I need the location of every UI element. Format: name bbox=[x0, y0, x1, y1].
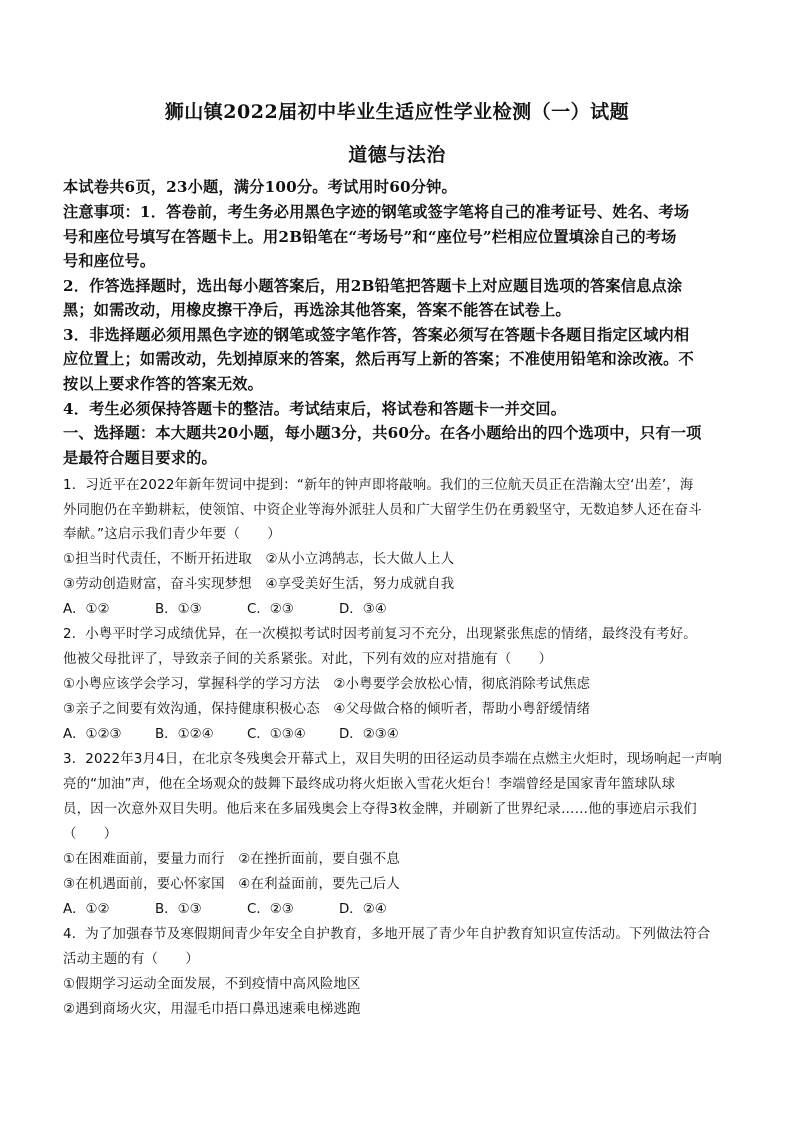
question-1-options bbox=[63, 598, 431, 617]
option-c[interactable]: C．②③ bbox=[247, 602, 294, 617]
question-4-text: 活动主题的有（ ） bbox=[63, 952, 199, 967]
question-3-text: （ ） bbox=[63, 827, 118, 842]
question-1-statement: ①担当时代责任，不断开拓进取 ②从小立鸿鹄志，长大做人上人 bbox=[63, 552, 455, 567]
question-1-text: 奉献。”这启示我们青少年要（ ） bbox=[63, 527, 281, 542]
question-4-statement: ②遇到商场火灾，用湿毛巾捂口鼻迅速乘电梯逃跑 bbox=[63, 1002, 361, 1017]
instruction-line: 号和座位号。 bbox=[63, 252, 156, 270]
question-2-options bbox=[63, 723, 431, 742]
option-b[interactable]: B．①②④ bbox=[155, 727, 214, 742]
question-3-text: 亮的“加油”声，他在全场观众的鼓舞下最终成功将火炬嵌入雪花火炬台！李端曾经是国家青年篮球队球 bbox=[63, 777, 676, 792]
option-d[interactable]: D．②④ bbox=[339, 902, 387, 917]
question-3-statement: ③在机遇面前，要心怀家国 ④在利益面前，要先己后人 bbox=[63, 877, 400, 892]
subject-title: 道德与法治 bbox=[348, 144, 446, 166]
option-c[interactable]: C．①③④ bbox=[247, 727, 306, 742]
question-2-statement: ①小粤应该学会学习，掌握科学的学习方法 ②小粤要学会放松心情，彻底消除考试焦虑 bbox=[63, 677, 591, 692]
question-3-statement: ①在困难面前，要量力而行 ②在挫折面前，要自强不息 bbox=[63, 852, 400, 867]
question-1-text: 外同胞仍在辛勤耕耘，使领馆、中资企业等海外派驻人员和广大留学生仍在勇毅坚守，无数追梦人还在奋斗 bbox=[63, 503, 702, 518]
instruction-line: 应位置上；如需改动，先划掉原来的答案，然后再写上新的答案；不准使用铅笔和涂改液。不 bbox=[63, 350, 694, 368]
option-a[interactable]: A．①② bbox=[63, 902, 110, 917]
section-heading: 是最符合题目要求的。 bbox=[63, 449, 217, 467]
option-a[interactable]: A．①②③ bbox=[63, 727, 122, 742]
question-1-text: 1．习近平在2022年新年贺词中提到：“新年的钟声即将敲响。我们的三位航天员正在浩瀚太空‘出差’，海 bbox=[63, 478, 694, 493]
instruction-line: 本试卷共6页，23小题，满分100分。考试用时60分钟。 bbox=[63, 178, 457, 196]
option-b[interactable]: B．①③ bbox=[155, 902, 202, 917]
question-2-statement: ③亲子之间要有效沟通，保持健康积极心态 ④父母做合格的倾听者，帮助小粤舒缓情绪 bbox=[63, 702, 591, 717]
question-2-text: 2．小粤平时学习成绩优异，在一次模拟考试时因考前复习不充分，出现紧张焦虑的情绪，最终没有考好。 bbox=[63, 627, 697, 642]
option-a[interactable]: A．①② bbox=[63, 602, 110, 617]
question-4-statement: ①假期学习运动全面发展，不到疫情中高风险地区 bbox=[63, 977, 361, 992]
option-b[interactable]: B．①③ bbox=[155, 602, 202, 617]
instruction-line: 2．作答选择题时，选出每小题答案后，用2B铅笔把答题卡上对应题目选项的答案信息点涂 bbox=[63, 277, 683, 295]
question-2-text: 他被父母批评了，导致亲子间的关系紧张。对此，下列有效的应对措施有（ ） bbox=[63, 652, 553, 667]
instruction-line: 3．非选择题必须用黑色字迹的钢笔或签字笔作答，答案必须写在答题卡各题目指定区域内相 bbox=[63, 326, 690, 344]
option-d[interactable]: D．②③④ bbox=[339, 727, 399, 742]
option-c[interactable]: C．②③ bbox=[247, 902, 294, 917]
exam-title: 狮山镇2022届初中毕业生适应性学业检测（一）试题 bbox=[164, 101, 630, 123]
question-4-text: 4．为了加强春节及寒假期间青少年安全自护教育，多地开展了青少年自护教育知识宣传活动。下列做法符合 bbox=[63, 927, 711, 942]
instruction-line: 注意事项：1．答卷前，考生务必用黑色字迹的钢笔或签字笔将自己的准考证号、姓名、考场 bbox=[63, 203, 690, 221]
instruction-line: 按以上要求作答的答案无效。 bbox=[63, 375, 264, 393]
section-heading: 一、选择题：本大题共20小题，每小题3分，共60分。在各小题给出的四个选项中，只有一项 bbox=[63, 424, 702, 442]
question-1-statement: ③劳动创造财富，奋斗实现梦想 ④享受美好生活，努力成就自我 bbox=[63, 577, 455, 592]
question-3-text: 员，因一次意外双目失明。他后来在多届残奥会上夺得3枚金牌，并刷新了世界纪录……他的事迹启示我们 bbox=[63, 802, 697, 817]
instruction-line: 号和座位号填写在答题卡上。用2B铅笔在“考场号”和“座位号”栏相应位置填涂自己的考场 bbox=[63, 228, 677, 246]
instruction-line: 黑；如需改动，用橡皮擦干净后，再选涂其他答案，答案不能答在试卷上。 bbox=[63, 301, 571, 319]
question-3-options bbox=[63, 898, 431, 917]
instruction-line: 4．考生必须保持答题卡的整洁。考试结束后，将试卷和答题卡一并交回。 bbox=[63, 400, 567, 418]
option-d[interactable]: D．③④ bbox=[339, 602, 387, 617]
question-3-text: 3．2022年3月4日，在北京冬残奥会开幕式上，双目失明的田径运动员李端在点燃主火炬时，现场响起一声响 bbox=[63, 752, 723, 767]
